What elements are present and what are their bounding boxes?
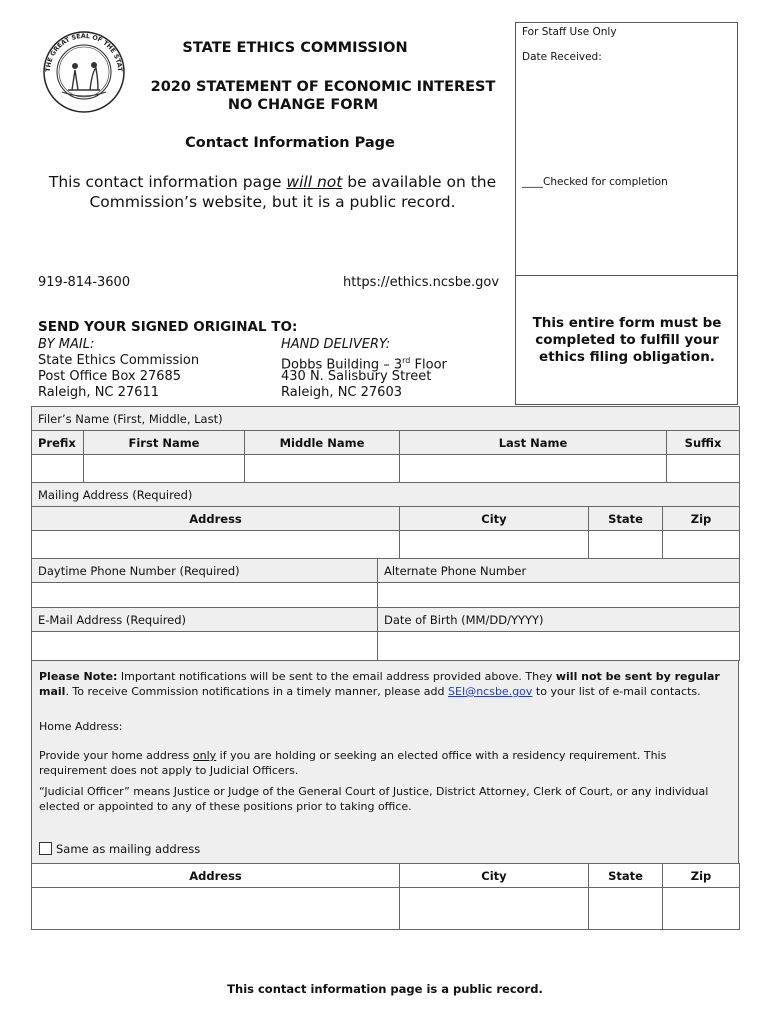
home-state-input[interactable] [589,888,663,930]
home-address-table [31,863,740,930]
mailing-city-input[interactable] [400,531,589,560]
email-table [31,607,740,661]
home-col-city: City [400,864,589,888]
website-url[interactable]: https://ethics.ncsbe.gov [343,275,500,290]
state-seal [42,30,126,114]
last-name-input[interactable] [400,455,667,484]
page-title: Contact Information Page [185,135,395,151]
hand-line-2: 430 N. Salisbury Street [281,369,432,384]
home-address-instructions: Provide your home address only if you are holding or seeking an elected office with a residency requirement. This requirement does not apply to Judicial Officers. [39,749,667,777]
col-last-name: Last Name [400,431,667,455]
completion-warning: This entire form must be completed to fulfill your ethics filing obligation. [532,315,722,365]
col-prefix: Prefix [32,431,84,455]
form-subtitle: NO CHANGE FORM [227,97,379,113]
commission-name: STATE ETHICS COMMISSION [182,40,408,56]
email-link[interactable]: SEI@ncsbe.gov [448,685,533,698]
mailing-address-table [31,482,740,560]
state-seal-icon [42,30,126,114]
col-zip: Zip [663,507,740,531]
daytime-phone-label: Daytime Phone Number (Required) [32,559,378,583]
dob-label: Date of Birth (MM/DD/YYYY) [378,608,740,632]
form-title: 2020 STATEMENT OF ECONOMIC INTEREST [150,79,496,95]
notification-paragraph: Please Note: Important notifications will be sent to the email address provided above. They will not be sent by regular mail. To receive Commission notifications in a timely manner, please add SEI@ncsbe.gov to your list of e-mail contacts. [39,670,720,698]
footer-note: This contact information page is a public record. [227,982,543,996]
alternate-phone-input[interactable] [378,583,740,608]
filer-name-label: Filer’s Name (First, Middle, Last) [32,407,740,431]
suffix-input[interactable] [667,455,740,484]
email-label: E-Mail Address (Required) [32,608,378,632]
prefix-input[interactable] [32,455,84,484]
col-suffix: Suffix [667,431,740,455]
alternate-phone-label: Alternate Phone Number [378,559,740,583]
same-as-mailing-label: Same as mailing address [56,842,201,856]
home-col-address: Address [32,864,400,888]
mail-line-2: Post Office Box 27685 [38,369,182,384]
email-input[interactable] [32,632,378,661]
mailing-zip-input[interactable] [663,531,740,560]
staff-divider [516,275,737,276]
staff-use-box [515,22,738,405]
first-name-input[interactable] [84,455,245,484]
daytime-phone-input[interactable] [32,583,378,608]
same-as-mailing-checkbox[interactable] [39,842,52,855]
col-city: City [400,507,589,531]
staff-label: For Staff Use Only [522,26,617,38]
col-address: Address [32,507,400,531]
dob-input[interactable] [378,632,740,661]
mailing-address-label: Mailing Address (Required) [32,483,740,507]
date-received-label: Date Received: [522,51,602,63]
home-col-state: State [589,864,663,888]
mailing-address-input[interactable] [32,531,400,560]
mailing-state-input[interactable] [589,531,663,560]
col-middle-name: Middle Name [245,431,400,455]
hand-label: HAND DELIVERY: [281,337,391,352]
checked-completion-label: ____Checked for completion [522,176,668,188]
home-zip-input[interactable] [663,888,740,930]
home-city-input[interactable] [400,888,589,930]
send-heading: SEND YOUR SIGNED ORIGINAL TO: [38,319,298,335]
phone-table [31,558,740,608]
hand-line-3: Raleigh, NC 27603 [281,385,402,400]
filer-name-table [31,406,740,484]
judicial-officer-definition: “Judicial Officer” means Justice or Judge of the General Court of Justice, District Attorney, Clerk of Court, or any individual elected or appointed to any of these positions prior to taking office. [39,785,709,813]
mail-line-3: Raleigh, NC 27611 [38,385,159,400]
phone-number: 919-814-3600 [38,275,131,290]
home-address-label: Home Address: [39,720,123,733]
svg-text:THE GREAT SEAL OF THE STATE OF: THE GREAT SEAL OF THE STAT [44,32,124,73]
hand-line-1: Dobbs Building – 3rd Floor [281,356,447,373]
same-as-mailing [39,842,729,857]
public-notice: This contact information page will not be available on the Commission’s website, but it is a public record. [48,173,497,211]
home-address-input[interactable] [32,888,400,930]
mail-label: BY MAIL: [38,337,95,352]
home-col-zip: Zip [663,864,740,888]
col-state: State [589,507,663,531]
mail-line-1: State Ethics Commission [38,353,200,368]
middle-name-input[interactable] [245,455,400,484]
col-first-name: First Name [84,431,245,455]
